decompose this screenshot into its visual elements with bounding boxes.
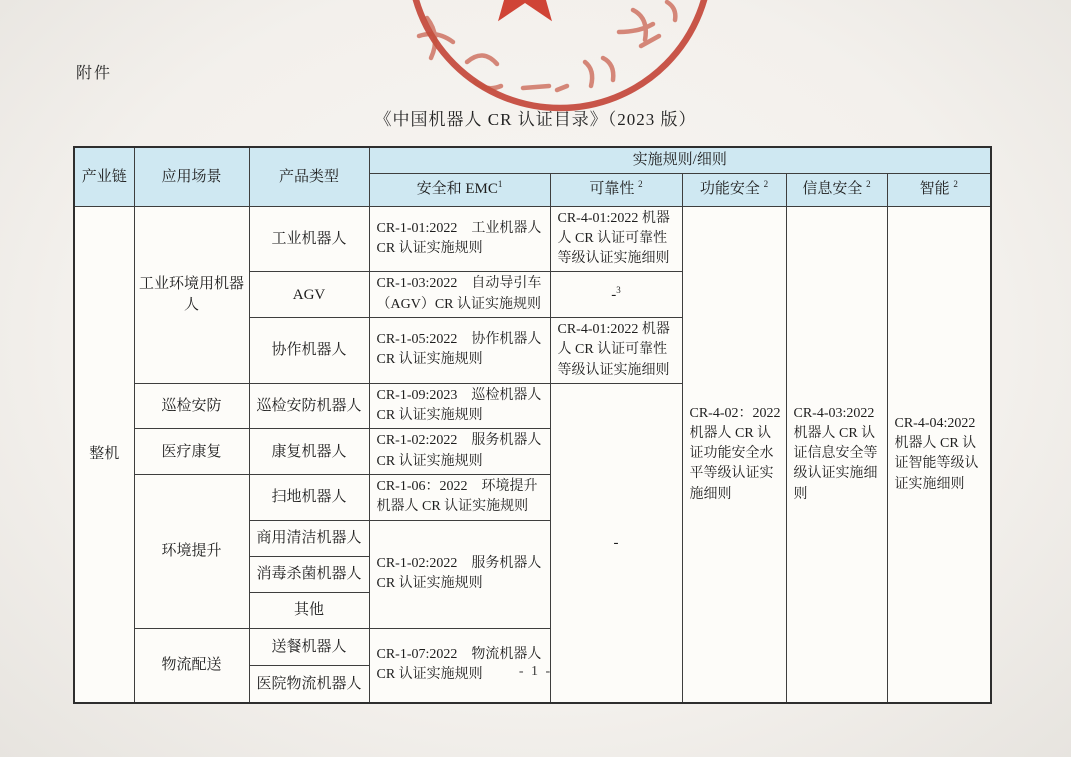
cell-product-inspection-robot: 巡检安防机器人 — [249, 383, 369, 429]
cell-product-disinfection-robot: 消毒杀菌机器人 — [249, 556, 369, 592]
footnote-marker: 2 — [866, 179, 871, 190]
seal-arc — [410, 0, 710, 108]
footnote-marker: 3 — [616, 284, 621, 295]
seal-character-strokes — [419, 2, 675, 90]
cell-scenario-environment: 环境提升 — [134, 475, 249, 629]
cell-product-other: 其他 — [249, 592, 369, 628]
attachment-label: 附件 — [76, 65, 113, 82]
cell-emc-rehab-robot: CR-1-02:2022 服务机器人 CR 认证实施规则 — [369, 429, 550, 475]
cell-industry-chain-whole-machine: 整机 — [74, 206, 134, 703]
col-header-safety-emc-label: 安全和 EMC — [416, 181, 498, 198]
footnote-marker: 2 — [763, 179, 769, 190]
cell-reliability-rest-dash: - — [550, 383, 682, 703]
cell-reliability-agv — [550, 272, 682, 318]
cell-emc-agv: CR-1-03:2022 自动导引车（AGV）CR 认证实施规则 — [369, 272, 550, 318]
footnote-marker: 2 — [638, 179, 643, 190]
dash-placeholder: - — [611, 286, 617, 303]
col-header-information-security — [786, 173, 887, 206]
star-icon — [481, 0, 568, 21]
col-header-reliability — [550, 173, 682, 206]
cell-emc-inspection-robot: CR-1-09:2023 巡检机器人 CR 认证实施规则 — [369, 383, 550, 429]
col-header-product-type: 产品类型 — [249, 147, 369, 206]
col-header-functional-safety-label: 功能安全 — [699, 181, 764, 198]
cell-scenario-industrial: 工业环境用机器人 — [134, 206, 249, 383]
col-header-application-scenario: 应用场景 — [134, 147, 249, 206]
col-header-reliability-label: 可靠性 — [589, 181, 639, 198]
cell-product-hospital-logistics-robot: 医院物流机器人 — [249, 665, 369, 703]
col-header-rules-group: 实施规则/细则 — [369, 147, 991, 173]
cell-product-rehab-robot: 康复机器人 — [249, 429, 369, 475]
cell-scenario-logistics: 物流配送 — [134, 628, 249, 703]
col-header-intelligence-label: 智能 — [919, 181, 954, 198]
footnote-marker: 1 — [497, 179, 503, 190]
cell-emc-logistics-group: CR-1-07:2022 物流机器人 CR 认证实施规则 — [369, 628, 550, 703]
cell-emc-cleaning-group: CR-1-02:2022 服务机器人 CR 认证实施规则 — [369, 520, 550, 628]
cell-functional-safety-rule: CR-4-02：2022 机器人 CR 认证功能安全水平等级认证实施细则 — [682, 206, 786, 703]
cell-scenario-medical: 医疗康复 — [134, 429, 249, 475]
cell-product-meal-delivery-robot: 送餐机器人 — [249, 628, 369, 665]
cell-reliability-collaborative-robot: CR-4-01:2022 机器人 CR 认证可靠性等级认证实施细则 — [550, 317, 682, 383]
cell-information-security-rule: CR-4-03:2022 机器人 CR 认证信息安全等级认证实施细则 — [786, 206, 887, 703]
col-header-industry-chain: 产业链 — [74, 147, 134, 206]
cell-reliability-industrial-robot: CR-4-01:2022 机器人 CR 认证可靠性等级认证实施细则 — [550, 206, 682, 272]
col-header-safety-emc — [369, 173, 550, 206]
col-header-functional-safety — [682, 173, 786, 206]
footnote-marker: 2 — [953, 179, 958, 190]
cell-product-collaborative-robot: 协作机器人 — [249, 317, 369, 383]
cell-emc-industrial-robot: CR-1-01:2022 工业机器人 CR 认证实施规则 — [369, 206, 550, 272]
cell-intelligence-rule: CR-4-04:2022 机器人 CR 认证智能等级认证实施细则 — [887, 206, 991, 703]
certification-catalog-table — [73, 146, 992, 704]
cell-scenario-inspection: 巡检安防 — [134, 383, 249, 429]
cell-product-sweeping-robot: 扫地机器人 — [249, 475, 369, 521]
cell-product-commercial-cleaning-robot: 商用清洁机器人 — [249, 520, 369, 556]
document-title: 《中国机器人 CR 认证目录》（2023 版） — [374, 110, 697, 129]
cell-product-industrial-robot: 工业机器人 — [249, 206, 369, 272]
table-row — [74, 206, 991, 272]
cell-product-agv: AGV — [249, 272, 369, 318]
col-header-information-security-label: 信息安全 — [802, 181, 867, 198]
col-header-intelligence — [887, 173, 991, 206]
cell-emc-collaborative-robot: CR-1-05:2022 协作机器人 CR 认证实施规则 — [369, 317, 550, 383]
cell-emc-sweeping-robot: CR-1-06：2022 环境提升机器人 CR 认证实施规则 — [369, 475, 550, 521]
page-number: - 1 - — [518, 664, 553, 679]
